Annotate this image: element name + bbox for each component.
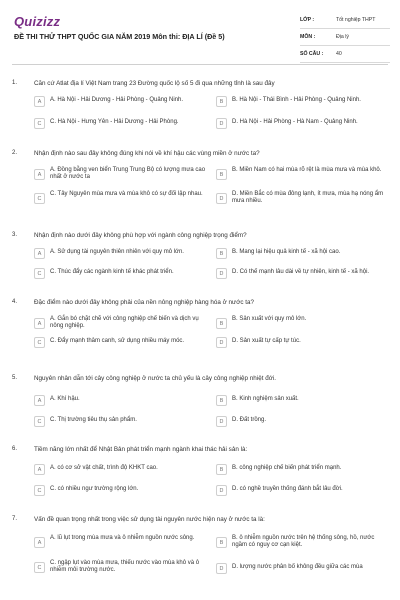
option-letter-box: A bbox=[34, 395, 45, 406]
option-letter-box: C bbox=[34, 485, 45, 496]
meta-label: LỚP : bbox=[300, 17, 315, 23]
meta-row-subject bbox=[300, 29, 390, 46]
option-letter-box: A bbox=[34, 96, 45, 107]
option-text: D. Hà Nội - Hải Phòng - Hà Nam - Quảng Ninh. bbox=[232, 119, 358, 125]
option-text: D. lượng nước phân bố không đều giữa các mùa bbox=[232, 564, 363, 570]
option-letter-box: B bbox=[216, 464, 227, 475]
option-letter-box: C bbox=[34, 416, 45, 427]
question-text: Đặc điểm nào dưới đây không phải của nền nông nghiệp hàng hóa ở nước ta? bbox=[34, 299, 255, 306]
question-number: 1. bbox=[12, 80, 18, 86]
option-text: C. Thúc đẩy các ngành kinh tế khác phát triển. bbox=[50, 269, 174, 275]
option-letter-box: A bbox=[34, 318, 45, 329]
option-letter-box: B bbox=[216, 169, 227, 180]
option-text: C. Hà Nội - Hưng Yên - Hải Dương - Hải Phòng. bbox=[50, 119, 179, 125]
meta-label: MÔN : bbox=[300, 34, 316, 40]
question-number: 3. bbox=[12, 232, 18, 238]
question-text: Vấn đề quan trọng nhất trong việc sử dụng tài nguyên nước hiện nay ở nước ta là: bbox=[34, 516, 265, 523]
option-letter-box: B bbox=[216, 537, 227, 548]
header-divider bbox=[12, 64, 388, 65]
option-text: D. Sản xuất tự cấp tự túc. bbox=[232, 338, 301, 344]
option-letter-box: D bbox=[216, 563, 227, 574]
option-text: C. Thị trường tiêu thụ sản phẩm. bbox=[50, 417, 137, 423]
option-text: D. Miền Bắc có mùa đông lạnh, ít mưa, mùa hạ nóng ẩm mưa nhiều. bbox=[232, 191, 384, 204]
option-letter-box: C bbox=[34, 268, 45, 279]
option-text: A. lũ lụt trong mùa mưa và ô nhiễm nguồn nước sông. bbox=[50, 535, 195, 541]
question-text: Nguyên nhân dẫn tới cây công nghiệp ở nước ta chủ yếu là cây công nghiệp nhiệt đới. bbox=[34, 375, 276, 382]
option-text: C. ngập lụt vào mùa mưa, thiếu nước vào mùa khô và ô nhiễm môi trường nước. bbox=[50, 560, 200, 573]
option-text: A. Đồng bằng ven biển Trung Trung Bộ có lượng mưa cao nhất ở nước ta bbox=[50, 167, 206, 180]
document-title: ĐỀ THI THỬ THPT QUỐC GIA NĂM 2019 Môn thi: ĐỊA LÍ (Đề 5) bbox=[14, 32, 225, 41]
question-number: 5. bbox=[12, 375, 18, 381]
option-letter-box: D bbox=[216, 118, 227, 129]
option-letter-box: C bbox=[34, 562, 45, 573]
option-letter-box: B bbox=[216, 248, 227, 259]
option-text: B. Miền Nam có hai mùa rõ rệt là mùa mưa và mùa khô. bbox=[232, 167, 382, 173]
question-number: 7. bbox=[12, 516, 18, 522]
meta-panel bbox=[300, 12, 390, 63]
option-letter-box: D bbox=[216, 485, 227, 496]
option-text: C. có nhiều ngư trường rộng lớn. bbox=[50, 486, 139, 492]
option-text: D. Có thế mạnh lâu dài về tự nhiên, kinh tế - xã hội. bbox=[232, 269, 370, 275]
option-letter-box: A bbox=[34, 464, 45, 475]
question-text: Nhận định nào dưới đây không phù hợp với ngành công nghiệp trọng điểm? bbox=[34, 232, 247, 239]
worksheet-header bbox=[0, 0, 400, 64]
option-letter-box: D bbox=[216, 337, 227, 348]
option-text: B. Kinh nghiệm sản xuất. bbox=[232, 396, 299, 402]
option-text: A. Gắn bó chặt chẽ với công nghiệp chế biến và dịch vụ nông nghiệp. bbox=[50, 316, 199, 329]
question-number: 4. bbox=[12, 299, 18, 305]
option-letter-box: B bbox=[216, 318, 227, 329]
option-letter-box: A bbox=[34, 248, 45, 259]
option-letter-box: D bbox=[216, 268, 227, 279]
option-text: B. Mang lại hiệu quả kinh tế - xã hội cao. bbox=[232, 249, 341, 255]
option-letter-box: A bbox=[34, 537, 45, 548]
option-text: A. Hà Nội - Hải Dương - Hải Phòng - Quảng Ninh. bbox=[50, 97, 184, 103]
question-text: Tiềm năng lớn nhất để Nhật Bản phát triển mạnh ngành khai thác hải sản là: bbox=[34, 446, 248, 453]
meta-row-class bbox=[300, 12, 390, 29]
meta-value: Địa lý bbox=[336, 34, 349, 40]
question-number: 6. bbox=[12, 446, 18, 452]
option-letter-box: D bbox=[216, 416, 227, 427]
meta-label: SỐ CÂU : bbox=[300, 51, 324, 57]
option-letter-box: B bbox=[216, 96, 227, 107]
meta-value: 40 bbox=[336, 51, 342, 57]
meta-row-count bbox=[300, 46, 390, 63]
option-letter-box: C bbox=[34, 337, 45, 348]
option-text: A. Khí hậu. bbox=[50, 396, 80, 402]
quizizz-logo: Quizizz bbox=[14, 14, 61, 29]
question-text: Nhận định nào sau đây không đúng khi nói về khí hậu các vùng miền ở nước ta? bbox=[34, 150, 260, 157]
meta-value: Tốt nghiệp THPT bbox=[336, 17, 376, 23]
option-text: C. Tây Nguyên mùa mưa và mùa khô có sự đối lập nhau. bbox=[50, 191, 203, 197]
option-letter-box: B bbox=[216, 395, 227, 406]
option-text: B. công nghiệp chế biến phát triển mạnh. bbox=[232, 465, 342, 471]
option-text: A. Sử dụng tài nguyên thiên nhiên với quy mô lớn. bbox=[50, 249, 184, 255]
option-text: B. ô nhiễm nguồn nước trên hệ thống sông, hồ, nước ngầm có nguy cơ cạn kiệt. bbox=[232, 535, 375, 548]
question-number: 2. bbox=[12, 150, 18, 156]
option-text: D. Đất trồng. bbox=[232, 417, 267, 423]
question-text: Căn cứ Atlat địa lí Việt Nam trang 23 Đường quốc lộ số 5 đi qua những tỉnh là sau đây bbox=[34, 80, 275, 87]
option-letter-box: C bbox=[34, 193, 45, 204]
option-text: D. có nghề truyền thống đánh bắt lâu đời. bbox=[232, 486, 343, 492]
option-letter-box: D bbox=[216, 193, 227, 204]
option-text: B. Sản xuất với quy mô lớn. bbox=[232, 316, 307, 322]
option-text: A. có cơ sở vật chất, trình độ KHKT cao. bbox=[50, 465, 158, 471]
option-letter-box: A bbox=[34, 169, 45, 180]
option-letter-box: C bbox=[34, 118, 45, 129]
option-text: C. Đẩy mạnh thâm canh, sử dụng nhiều máy móc. bbox=[50, 338, 185, 344]
option-text: B. Hà Nội - Thái Bình - Hải Phòng - Quảng Ninh. bbox=[232, 97, 361, 103]
